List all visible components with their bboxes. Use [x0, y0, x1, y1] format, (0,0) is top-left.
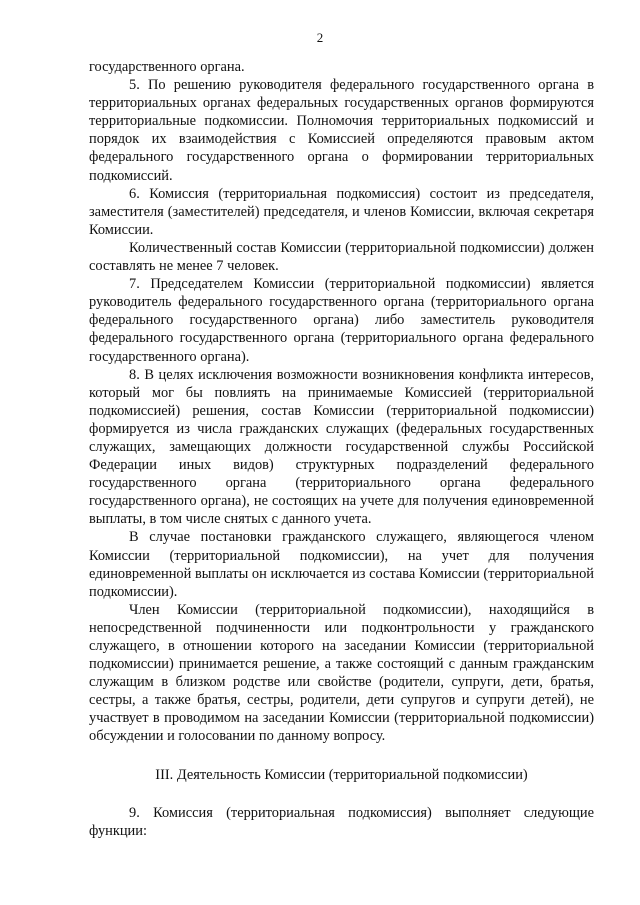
paragraph-item-5: 5. По решению руководителя федерального государственного органа в территориальных органах федеральных государственных органов формируются территориальные подкомиссии. Полномочия территориальных подкомиссий и порядок их взаимодействия с Комиссией определяются правовым актом федерального государственного органа о формировании территориальных подкомиссий. — [89, 77, 594, 184]
paragraph-item-7: 7. Председателем Комиссии (территориальной подкомиссии) является руководитель федерального государственного органа (территориального органа федерального государственного органа) либо заместитель руководителя федерального государственного органа (территориального органа федерального государственного органа). — [89, 276, 594, 365]
document-body — [89, 58, 594, 840]
paragraph-continuation: государственного органа. — [89, 59, 245, 75]
paragraph-member-exclusion: В случае постановки гражданского служащего, являющегося членом Комиссии (территориальной подкомиссии), на учет для получения единовременной выплаты он исключается из состава Комиссии (территориальной подкомиссии). — [89, 529, 594, 600]
paragraph-commission-size: Количественный состав Комиссии (территориальной подкомиссии) должен составлять не менее 7 человек. — [89, 239, 594, 275]
section-heading: III. Деятельность Комиссии (территориальной подкомиссии) — [155, 766, 528, 783]
page-number: 2 — [316, 30, 324, 45]
paragraph-item-6: 6. Комиссия (территориальная подкомиссия) состоит из председателя, заместителя (заместителей) председателя, и членов Комиссии, включая секретаря Комиссии. — [89, 185, 594, 238]
paragraph-item-8: 8. В целях исключения возможности возникновения конфликта интересов, который мог бы повлиять на принимаемые Комиссией (территориальной подкомиссией) решения, состав Комиссии (территориальной подкомиссии) формируется из числа гражданских служащих (федеральных государственных служащих, замещающих должности государственной службы Российской Федерации иных видов) структурных подразделений федерального государственного органа (территориального органа федерального государственного органа), не состоящих на учете для получения единовременной выплаты, в том числе снятых с данного учета. — [89, 366, 594, 528]
paragraph-conflict-of-interest: Член Комиссии (территориальной подкомиссии), находящийся в непосредственной подчиненности или подконтрольности у гражданского служащего, в отношении которого на заседании Комиссии (территориальной подкомиссии) принимается решение, а также состоящий с данным гражданским служащим в близком родстве или свойстве (родители, супруги, дети, братья, сестры, а также братья, сестры, родители, дети супругов и супруги детей), не участвует в проводимом на заседании Комиссии (территориальной подкомиссии) обсуждении и голосовании по данному вопросу. — [89, 601, 594, 745]
paragraph-item-9: 9. Комиссия (территориальная подкомиссия) выполняет следующие функции: — [89, 804, 594, 839]
